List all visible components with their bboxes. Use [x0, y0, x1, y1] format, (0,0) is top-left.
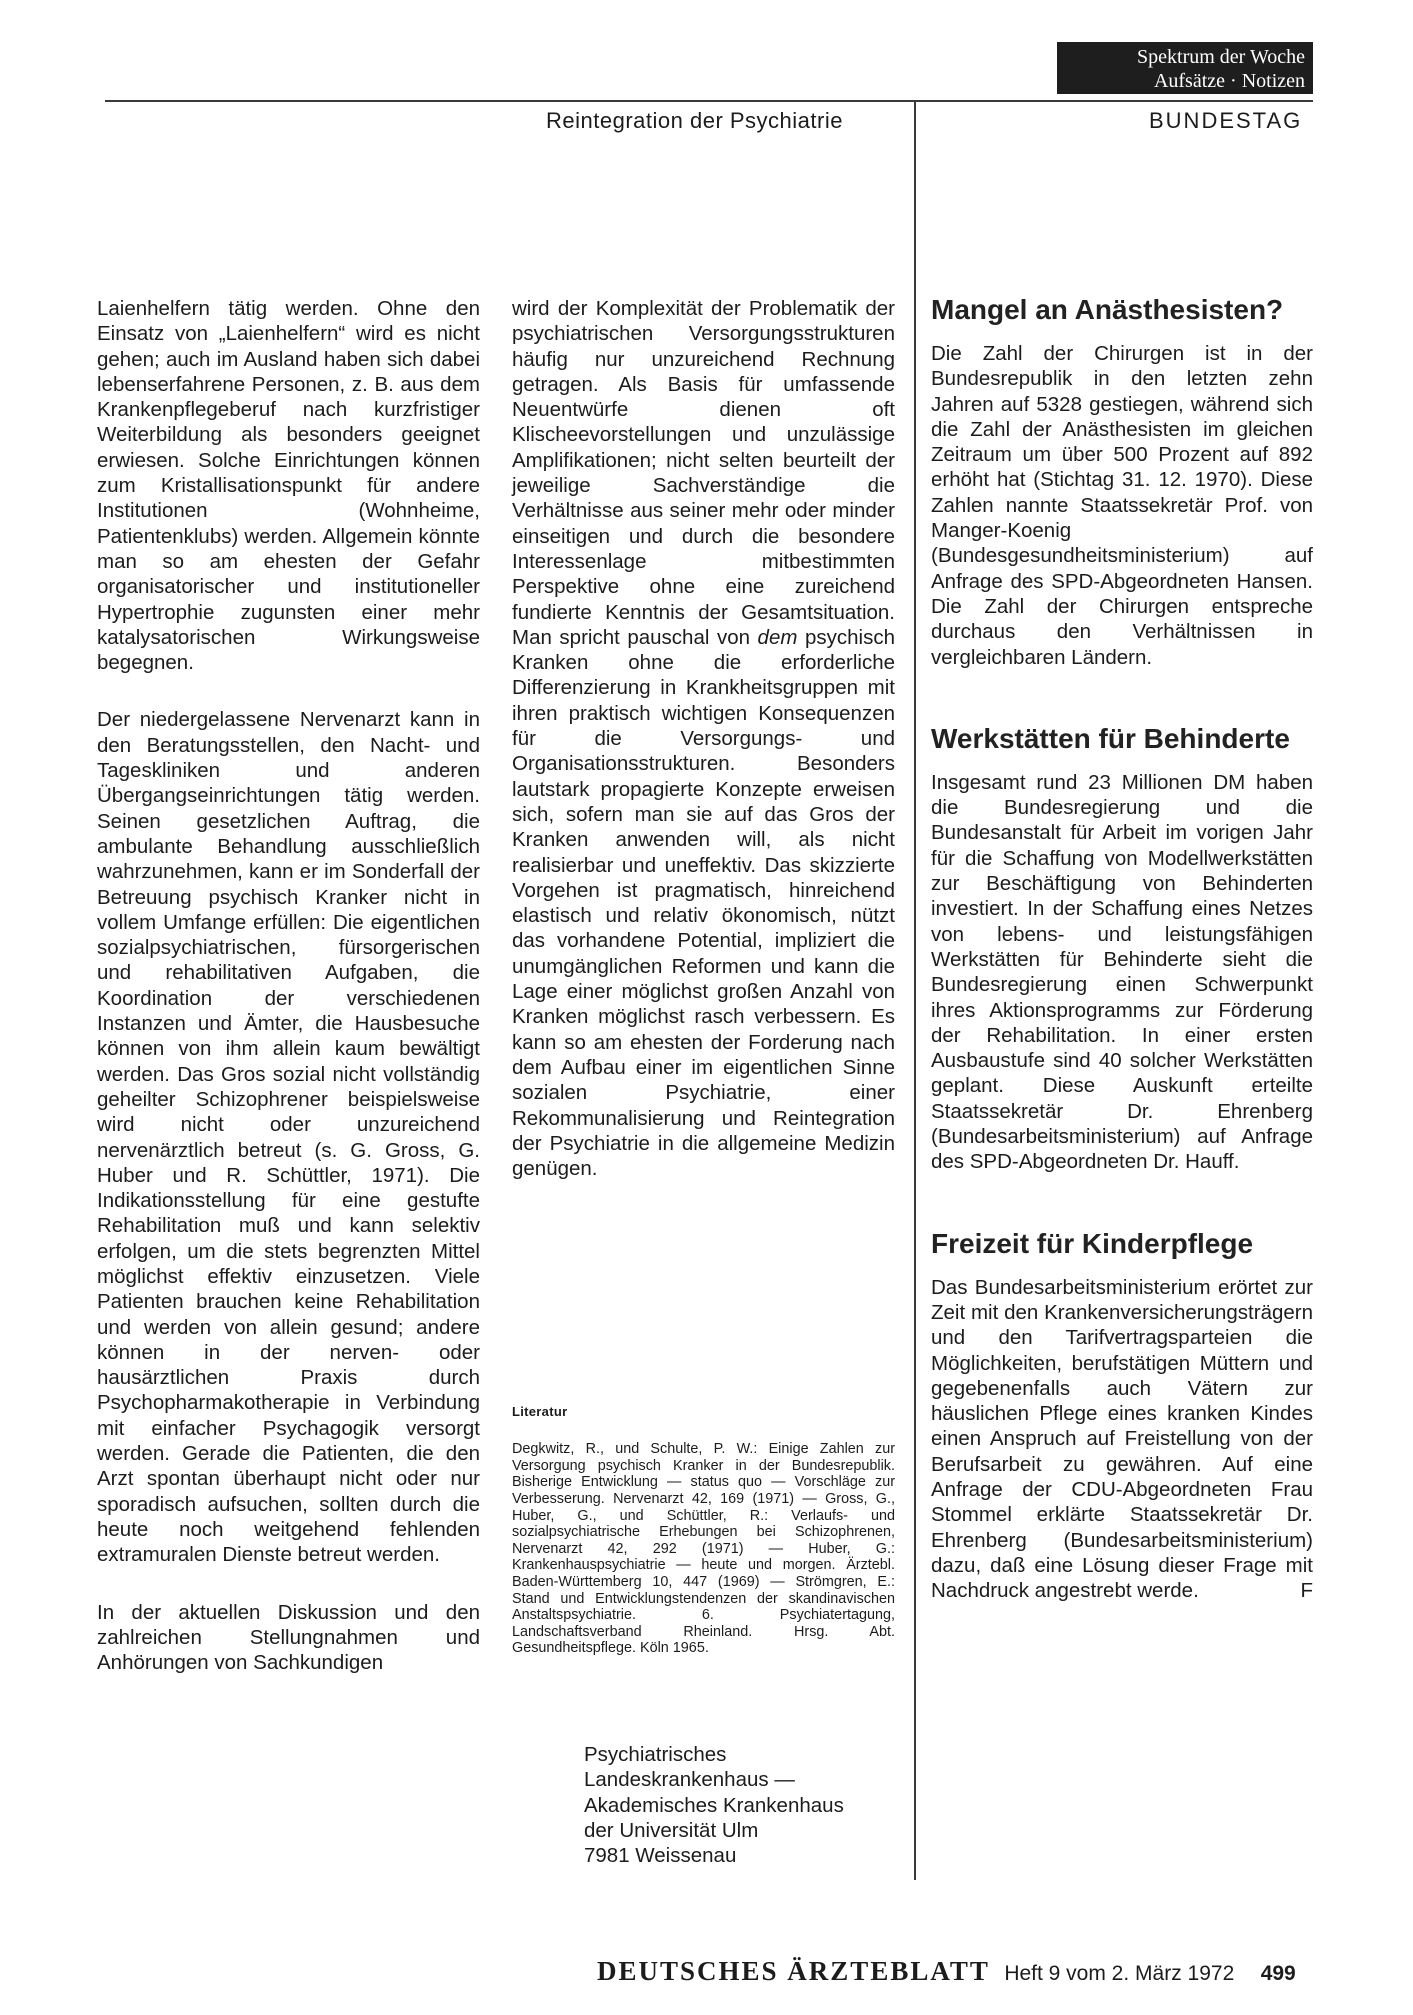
- header-rule: [105, 100, 1313, 102]
- literature-block: [512, 1399, 895, 1657]
- address-line: Landeskrankenhaus —: [584, 1768, 795, 1792]
- running-head-right: BUNDESTAG: [1149, 108, 1303, 133]
- column-3: [931, 293, 1313, 1603]
- news-body: Die Zahl der Chirurgen ist in der Bundesrepublik in den letzten zehn Jahren auf 5328 gestiegen, während sich die Zahl der Anästhesisten im gleichen Zeitraum um über 500 Prozent auf 892 erhöht hat (Stichtag 31. 12. 1970). Diese Zahlen nannte Staatssekretär Prof. von Manger-Koenig (Bundesgesundheitsministerium) auf Anfrage des SPD-Abgeordneten Hansen. Die Zahl der Chirurgen entspreche durchaus den Verhältnissen in vergleichbaren Ländern.: [931, 342, 1313, 669]
- journal-name: DEUTSCHES ÄRZTEBLATT: [597, 1956, 990, 1986]
- news-item: [931, 1227, 1313, 1604]
- address-line: der Universität Ulm: [584, 1818, 759, 1842]
- running-head-left: Reintegration der Psychiatrie: [546, 108, 843, 133]
- column-2: [512, 296, 895, 1181]
- section-tag-line2: Aufsätze · Notizen: [1153, 70, 1305, 92]
- article-paragraph: In der aktuellen Diskussion und den zahlreichen Stellungnahmen und Anhörungen von Sachkundigen: [97, 1600, 480, 1675]
- emphasized-word: dem: [757, 625, 798, 649]
- column-divider-rule: [914, 100, 916, 1880]
- author-address: [584, 1742, 844, 1868]
- issue-info: Heft 9 vom 2. März 1972: [1004, 1962, 1235, 1985]
- column-1: [97, 296, 480, 1675]
- section-tag: [1057, 42, 1313, 94]
- literature-references: Degkwitz, R., und Schulte, P. W.: Einige Zahlen zur Versorgung psychisch Kranker in der Bundesrepublik. Bisherige Entwicklung — status quo — Vorschläge zur Verbesserung. Nervenarzt 42, 169 (1971) — Gross, G., Huber, G., und Schüttler, R.: Verlaufs- und sozialpsychiatrische Erhebungen bei Schizophrenen, Nervenarzt 42, 292 (1971) — Huber, G.: Krankenhauspsychiatrie — heute und morgen. Ärztebl. Baden-Württemberg 10, 447 (1969) — Strömgren, E.: Stand und Entwicklungstendenzen der skandinavischen Anstaltspsychiatrie. 6. Psychiatertagung, Landschaftsverband Rheinland. Hrsg. Abt. Gesundheitspflege. Köln 1965.: [512, 1441, 895, 1657]
- article-paragraph: Der niedergelassene Nervenarzt kann in den Beratungsstellen, den Nacht- und Tageskliniken und anderen Übergangseinrichtungen tätig werden. Seinen gesetzlichen Auftrag, die ambulante Behandlung ausschließlich wahrzunehmen, kann er im Sonderfall der Betreuung psychisch Kranker nicht in vollem Umfange erfüllen: Die eigentlichen sozialpsychiatrischen, fürsorgerischen und rehabilitativen Aufgaben, die Koordination der verschiedenen Instanzen und Ämter, die Hausbesuche können von ihm allein kaum bewältigt werden. Das Gros sozial nicht vollständig geheilter Schizophrener beispielsweise wird nicht oder unzureichend nervenärztlich betreut (s. G. Gross, G. Huber und R. Schüttler, 1971). Die Indikationsstellung für eine gestufte Rehabilitation muß und kann selektiv erfolgen, um die stets begrenzten Mittel möglichst effektiv einzusetzen. Viele Patienten brauchen keine Rehabilitation und werden von allein gesund; andere können in der nerven- oder hausärztlichen Praxis durch Psychopharmakotherapie in Verbindung mit einfacher Psychagogik versorgt werden. Gerade die Patienten, die den Arzt spontan überhaupt nicht oder nur sporadisch aufsuchen, sollten durch die heute noch weitgehend fehlenden extramuralen Dienste betreut werden.: [97, 708, 480, 1567]
- address-line: Akademisches Krankenhaus: [584, 1793, 844, 1817]
- page-footer: [597, 1956, 1317, 1987]
- paragraph-text: wird der Komplexität der Problematik der psychiatrischen Versorgungsstrukturen häufig nur unzureichend Rechnung getragen. Als Basis für umfassende Neuentwürfe dienen oft Klischeevorstellungen und unzulässige Amplifikationen; nicht selten beurteilt der jeweilige Sachverständige die Verhältnisse aus seiner mehr oder minder einseitigen und durch die besondere Interessenlage mitbestimmten Perspektive ohne eine zureichend fundierte Kenntnis der Gesamtsituation. Man spricht pauschal von: [512, 297, 895, 649]
- article-paragraph: Laienhelfern tätig werden. Ohne den Einsatz von „Laienhelfern“ wird es nicht gehen; auch im Ausland haben sich dabei lebenserfahrene Personen, z. B. aus dem Krankenpflegeberuf nach kurzfristiger Weiterbildung als besonders geeignet erwiesen. Solche Einrichtungen können zum Kristallisationspunkt für andere Institutionen (Wohnheime, Patientenklubs) werden. Allgemein könnte man so am ehesten der Gefahr organisatorischer und institutioneller Hypertrophie zugunsten einer mehr katalysatorischen Wirkungsweise begegnen.: [97, 297, 480, 675]
- author-signature: F: [1300, 1579, 1313, 1603]
- article-paragraph: [512, 296, 895, 1181]
- news-headline: Freizeit für Kinderpflege: [931, 1227, 1254, 1259]
- news-body-text: Das Bundesarbeitsministerium erörtet zur Zeit mit den Krankenversicherungsträgern und den Tarifvertragsparteien die Möglichkeiten, berufstätigen Müttern und gegebenenfalls auch Vätern zur häuslichen Pflege eines kranken Kindes einen Anspruch auf Freistellung von der Berufsarbeit zu gewähren. Auf eine Anfrage der CDU-Abgeordneten Frau Stommel erklärte Staatssekretär Dr. Ehrenberg (Bundesarbeitsministerium) dazu, daß eine Lösung dieser Frage mit Nachdruck angestrebt werde.: [931, 1275, 1313, 1603]
- literature-heading: Literatur: [512, 1404, 568, 1419]
- news-item: [931, 722, 1313, 1175]
- news-body: Insgesamt rund 23 Millionen DM haben die Bundesregierung und die Bundesanstalt für Arbeit im vorigen Jahr für die Schaffung von Modellwerkstätten zur Beschäftigung von Behinderten investiert. In der Schaffung eines Netzes von lebens- und leistungsfähigen Werkstätten für Behinderte sieht die Bundesregierung einen Schwerpunkt ihres Aktionsprogramms zur Förderung der Rehabilitation. In einer ersten Ausbaustufe sind 40 solcher Werkstätten geplant. Diese Auskunft erteilte Staatssekretär Dr. Ehrenberg (Bundesarbeitsministerium) auf Anfrage des SPD-Abgeordneten Dr. Hauff.: [931, 770, 1313, 1174]
- news-body: [931, 1275, 1313, 1604]
- address-line: 7981 Weissenau: [584, 1844, 737, 1868]
- address-line: Psychiatrisches: [584, 1743, 727, 1766]
- page-number: 499: [1260, 1962, 1296, 1985]
- paragraph-text: psychisch Kranken ohne die erforderliche Differenzierung in Krankheitsgruppen mit ihren praktisch wichtigen Konsequenzen für die Versorgungs- und Organisationsstrukturen. Besonders lautstark propagierte Konzepte erweisen sich, sofern man sie auf das Gros der Kranken anwenden will, als nicht realisierbar und uneffektiv. Das skizzierte Vorgehen ist pragmatisch, hinreichend elastisch und relativ ökonomisch, nützt das vorhandene Potential, impliziert die unumgänglichen Reformen und kann die Lage einer möglichst großen Anzahl von Kranken möglichst rasch verbessern. Es kann so am ehesten der Forderung nach dem Aufbau einer im eigentlichen Sinne sozialen Psychiatrie, einer Rekommunalisierung und Reintegration der Psychiatrie in die allgemeine Medizin genügen.: [512, 625, 895, 1181]
- news-item: [931, 293, 1313, 670]
- section-tag-line1: Spektrum der Woche: [1137, 46, 1305, 68]
- news-headline: Mangel an Anästhesisten?: [931, 294, 1284, 325]
- news-headline: Werkstätten für Behinderte: [931, 722, 1290, 754]
